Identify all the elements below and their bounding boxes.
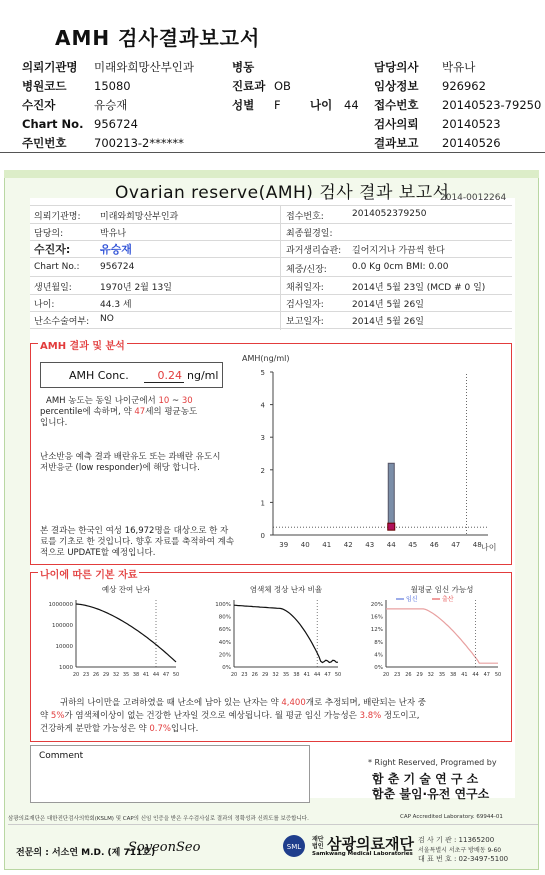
info-top-line — [30, 205, 512, 206]
mini-x-tick-label: 26 — [405, 672, 412, 678]
mini-x-tick-label: 50 — [334, 672, 342, 678]
header-key: 성별 — [232, 98, 255, 112]
mini-x-tick-label: 38 — [450, 672, 457, 678]
amh-data-note: 본 결과는 한국인 여성 16,972명을 대상으로 한 자료를 기초로 한 것입니다. 향후 자료를 축적하여 계속적으로 UPDATE할 예정입니다. — [40, 526, 235, 558]
credit-org-2: 함춘 불임·유전 연구소 — [372, 787, 490, 801]
mini-x-tick-label: 44 — [472, 672, 479, 678]
mini-y-tick-label: 100% — [215, 602, 231, 608]
info-left-key: 의뢰기관명: — [34, 212, 81, 222]
credit-org-1: 함 춘 기 술 연 구 소 — [372, 772, 479, 786]
header-value: 926962 — [442, 79, 486, 93]
mini-x-tick-label: 32 — [112, 672, 120, 678]
mini-x-tick-label: 29 — [102, 672, 110, 678]
mini-y-tick-label: 1000000 — [48, 602, 73, 608]
header-value: 956724 — [94, 117, 138, 131]
amh-conc-unit: ng/ml — [187, 369, 219, 382]
normal-egg-pct: 5% — [50, 711, 65, 721]
header-value: 20140526 — [442, 136, 501, 150]
amh-x-tick-label: 40 — [300, 541, 310, 549]
amh-range-bar — [388, 463, 394, 525]
mini-x-tick-label: 41 — [461, 672, 468, 678]
amh-y-tick-label: 0 — [260, 532, 265, 540]
info-right-key: 검사일자: — [286, 300, 324, 310]
info-left-key: 나이: — [34, 300, 55, 310]
header-value: 44 — [344, 98, 359, 112]
doctor-name: 전문의 : 서소연 M.D. (제 711호) — [16, 848, 156, 858]
mini-y-tick-label: 40% — [218, 639, 231, 646]
info-right-value: 2014년 5월 26일 — [352, 317, 424, 327]
info-right-value: 2014년 5월 23일 (MCD # 0 일) — [352, 283, 486, 293]
comment-box — [30, 745, 310, 803]
birth-pct: 0.7% — [149, 724, 171, 734]
footer-line — [8, 824, 538, 825]
report-title: Ovarian reserve(AMH) 검사 결과 보고서 — [115, 183, 450, 203]
mini-y-tick-label: 1000 — [59, 665, 73, 671]
report-top-band — [4, 170, 539, 178]
mini-x-tick-label: 47 — [162, 672, 170, 678]
amh-y-tick-label: 2 — [260, 466, 265, 475]
amh-x-tick-label: 46 — [429, 541, 439, 549]
header-key: 주민번호 — [22, 136, 67, 150]
header-key: 의뢰기관명 — [22, 60, 78, 74]
amh-x-tick-label: 43 — [365, 541, 375, 549]
mini-x-tick-label: 26 — [251, 672, 258, 678]
comment-label: Comment — [39, 751, 84, 761]
mini-x-tick-label: 38 — [132, 672, 140, 678]
mini-x-tick-label: 20 — [230, 672, 238, 678]
info-row-line — [30, 311, 512, 312]
mini-x-tick-label: 32 — [272, 672, 279, 678]
header-value: F — [274, 98, 281, 112]
info-right-key: 최종월경일: — [286, 229, 333, 239]
svg-text:SML: SML — [286, 843, 302, 851]
info-left-value: 956724 — [100, 262, 135, 272]
mini-chart-title: 염색체 정상 난자 비율 — [249, 585, 323, 594]
mini-chart-title: 예상 잔여 난자 — [101, 585, 151, 594]
info-left-key: 담당의: — [34, 229, 64, 239]
mini-y-tick-label: 12% — [370, 627, 383, 634]
mini-x-tick-label: 32 — [427, 672, 434, 678]
header-value: 박유나 — [442, 60, 476, 74]
amh-x-tick-label: 45 — [408, 541, 418, 549]
percentile-high: 30 — [181, 396, 193, 406]
amh-section-label: AMH 결과 및 분석 — [38, 337, 127, 352]
mini-x-tick-label: 38 — [293, 672, 300, 678]
header-key: 임상정보 — [374, 79, 419, 93]
amh-patient-marker — [388, 523, 395, 530]
header-key: 결과보고 — [374, 136, 419, 150]
info-row-line — [30, 328, 512, 329]
mini-x-tick-label: 35 — [438, 672, 446, 678]
header-key: 병원코드 — [22, 79, 67, 93]
header-key: 나이 — [310, 98, 333, 112]
info-left-key: 수진자: — [34, 243, 71, 256]
info-right-key: 접수번호: — [286, 212, 324, 222]
mini-x-tick-label: 23 — [82, 672, 90, 678]
org-name-en: Samkwang Medical Laboratories — [312, 851, 413, 857]
mini-x-tick-label: 23 — [394, 672, 401, 678]
mini-x-tick-label: 41 — [142, 672, 150, 678]
mini-x-tick-label: 44 — [152, 672, 160, 678]
amh-conc-box — [40, 362, 223, 388]
mini-x-tick-label: 23 — [241, 672, 248, 678]
amh-y-tick-label: 4 — [260, 401, 265, 410]
mini-y-tick-label: 0% — [222, 665, 231, 671]
info-left-value: 44.3 세 — [100, 300, 132, 310]
cap-accreditation: CAP Accredited Laboratory. 69944-01 — [400, 814, 503, 820]
report-number: 2014-0012264 — [440, 193, 507, 203]
age-section-label: 나이에 따른 기본 자료 — [38, 566, 139, 581]
lab-code: 검 사 기 관 : 11365200 — [418, 836, 495, 844]
org-name: 삼광의료재단 — [327, 835, 414, 853]
header-value: 700213-2****** — [94, 136, 184, 150]
info-right-key: 과거생리습관: — [286, 246, 342, 256]
amh-x-tick-label: 39 — [279, 541, 289, 549]
amh-y-tick-label: 3 — [260, 434, 265, 443]
amh-y-axis-label: AMH(ng/ml) — [242, 354, 290, 363]
header-key: 담당의사 — [374, 60, 419, 74]
header-value: 20140523 — [442, 117, 501, 131]
header-key: 진료과 — [232, 79, 266, 93]
age-summary: 귀하의 나이만을 고려하였을 때 난소에 남아 있는 난자는 약 4,400개로 추정되며, 배란되는 난자 중 약 5%가 염색체이상이 없는 건강한 난자일 것으로 예상됩니다. 월 평균 임신 가능성은 3.8% 정도이고, 건강하게 분만할 가능성은 약 0.7%입니다. — [40, 698, 426, 734]
mini-x-tick-label: 29 — [262, 672, 269, 678]
header-key: 검사의뢰 — [374, 117, 419, 131]
pregnancy-chance-chart — [352, 582, 512, 692]
header-value: OB — [274, 79, 291, 93]
info-left-key: 난소수술여부: — [34, 317, 90, 327]
equivalent-age: 47 — [134, 407, 146, 417]
doctor-signature: SoyeonSeo — [128, 840, 201, 855]
legend-birth: 출산 — [442, 596, 454, 603]
accreditation-note: 삼광의료재단은 대한진단검사의학회(KSLM) 및 CAP의 신임 인증을 받은 우수검사실로 결과의 정확성과 신뢰도를 보증합니다. — [8, 816, 309, 822]
mini-x-tick-label: 47 — [324, 672, 331, 678]
header-key: 접수번호 — [374, 98, 419, 112]
mini-x-tick-label: 47 — [483, 672, 490, 678]
info-left-value: 미래와희망산부인과 — [100, 212, 179, 222]
normal-egg-ratio-chart — [198, 582, 348, 692]
info-right-key: 체중/신장: — [286, 265, 327, 275]
amh-x-tick-label: 42 — [343, 541, 353, 549]
header-value: 20140523-79250 — [442, 98, 542, 112]
info-row-line — [30, 294, 512, 295]
mini-x-tick-label: 50 — [494, 672, 502, 678]
mini-x-tick-label: 20 — [382, 672, 390, 678]
mini-y-tick-label: 10000 — [55, 644, 73, 650]
info-right-value: 2014052379250 — [352, 209, 427, 219]
mini-y-tick-label: 80% — [218, 614, 231, 621]
mini-x-tick-label: 35 — [282, 672, 290, 678]
amh-x-tick-label: 48 — [472, 541, 482, 549]
header-key: Chart No. — [22, 117, 84, 131]
info-left-key: Chart No.: — [34, 262, 80, 272]
mini-x-tick-label: 41 — [303, 672, 310, 678]
amh-conc-label: AMH Conc. — [69, 369, 129, 382]
amh-x-tick-label: 47 — [451, 541, 461, 549]
info-left-value: 1970년 2월 13일 — [100, 283, 172, 293]
mini-y-tick-label: 0% — [374, 665, 383, 671]
amh-conc-value: 0.24 — [144, 369, 184, 383]
info-left-value: 박유나 — [100, 229, 127, 239]
header-value: 15080 — [94, 79, 131, 93]
mini-chart-curve — [234, 605, 338, 662]
mini-chart-curve — [386, 609, 498, 663]
info-right-value: 0.0 Kg 0cm BMI: 0.00 — [352, 262, 449, 272]
header-key: 수진자 — [22, 98, 56, 112]
remaining-eggs-value: 4,400 — [281, 698, 306, 708]
mini-x-tick-label: 44 — [314, 672, 321, 678]
header-value: 미래와희망산부인과 — [94, 60, 194, 74]
amh-x-tick-label: 44 — [386, 541, 396, 549]
mini-y-tick-label: 8% — [374, 639, 383, 646]
amh-x-tick-label: 41 — [322, 541, 332, 549]
info-left-value: 유승재 — [100, 243, 132, 256]
lab-address: 서울특별시 서초구 방배동 9-60 — [418, 847, 502, 854]
pregnancy-pct: 3.8% — [359, 711, 382, 721]
lab-phone: 대 표 번 호 : 02-3497-5100 — [418, 855, 509, 863]
mini-x-tick-label: 20 — [72, 672, 80, 678]
mini-y-tick-label: 20% — [218, 652, 231, 659]
org-prefix: 재단법인 — [312, 836, 324, 850]
credit-line: * Right Reserved, Programed by — [368, 758, 497, 767]
mini-x-tick-label: 29 — [416, 672, 423, 678]
header-divider — [0, 152, 545, 153]
info-right-key: 보고일자: — [286, 317, 324, 327]
amh-y-tick-label: 5 — [260, 369, 265, 377]
amh-y-tick-label: 1 — [260, 499, 265, 508]
mini-y-tick-label: 4% — [374, 652, 383, 659]
mini-x-tick-label: 50 — [172, 672, 180, 678]
info-row-line — [30, 276, 512, 277]
amh-age-chart — [238, 350, 508, 560]
mini-y-tick-label: 60% — [218, 627, 231, 634]
org-logo-icon — [282, 834, 306, 858]
mini-x-tick-label: 26 — [92, 672, 100, 678]
header-value: 유승재 — [94, 98, 128, 112]
amh-x-axis-label: 나이 — [481, 543, 497, 552]
info-right-value: 2014년 5월 26일 — [352, 300, 424, 310]
percentile-low: 10 — [158, 396, 170, 406]
info-row-line — [30, 223, 512, 224]
remaining-eggs-chart — [36, 582, 186, 692]
info-right-value: 길어지거나 가끔씩 한다 — [352, 246, 445, 256]
header-key: 병동 — [232, 60, 255, 74]
info-left-value: NO — [100, 314, 114, 324]
mini-y-tick-label: 16% — [370, 614, 383, 621]
info-row-line — [30, 257, 512, 258]
mini-chart-curve — [76, 604, 176, 662]
amh-response-text: 난소반응 예측 결과 배란유도 또는 과배란 유도시 저반응군 (low responder)에 해당 합니다. — [40, 452, 221, 473]
legend-pregnancy: 임신 — [406, 596, 418, 603]
mini-y-tick-label: 20% — [370, 602, 383, 608]
info-left-key: 생년월일: — [34, 283, 72, 293]
page-title: AMH 검사결과보고서 — [55, 26, 261, 50]
mini-x-tick-label: 35 — [122, 672, 130, 678]
mini-y-tick-label: 100000 — [52, 623, 73, 629]
amh-percentile-text: AMH 농도는 동일 나이군에서 10 ~ 30 percentile에 속하며, 약 47세의 평균농도 입니다. — [40, 396, 198, 428]
mini-chart-title: 월평균 임신 가능성 — [410, 585, 474, 594]
info-right-key: 채취일자: — [286, 283, 324, 293]
